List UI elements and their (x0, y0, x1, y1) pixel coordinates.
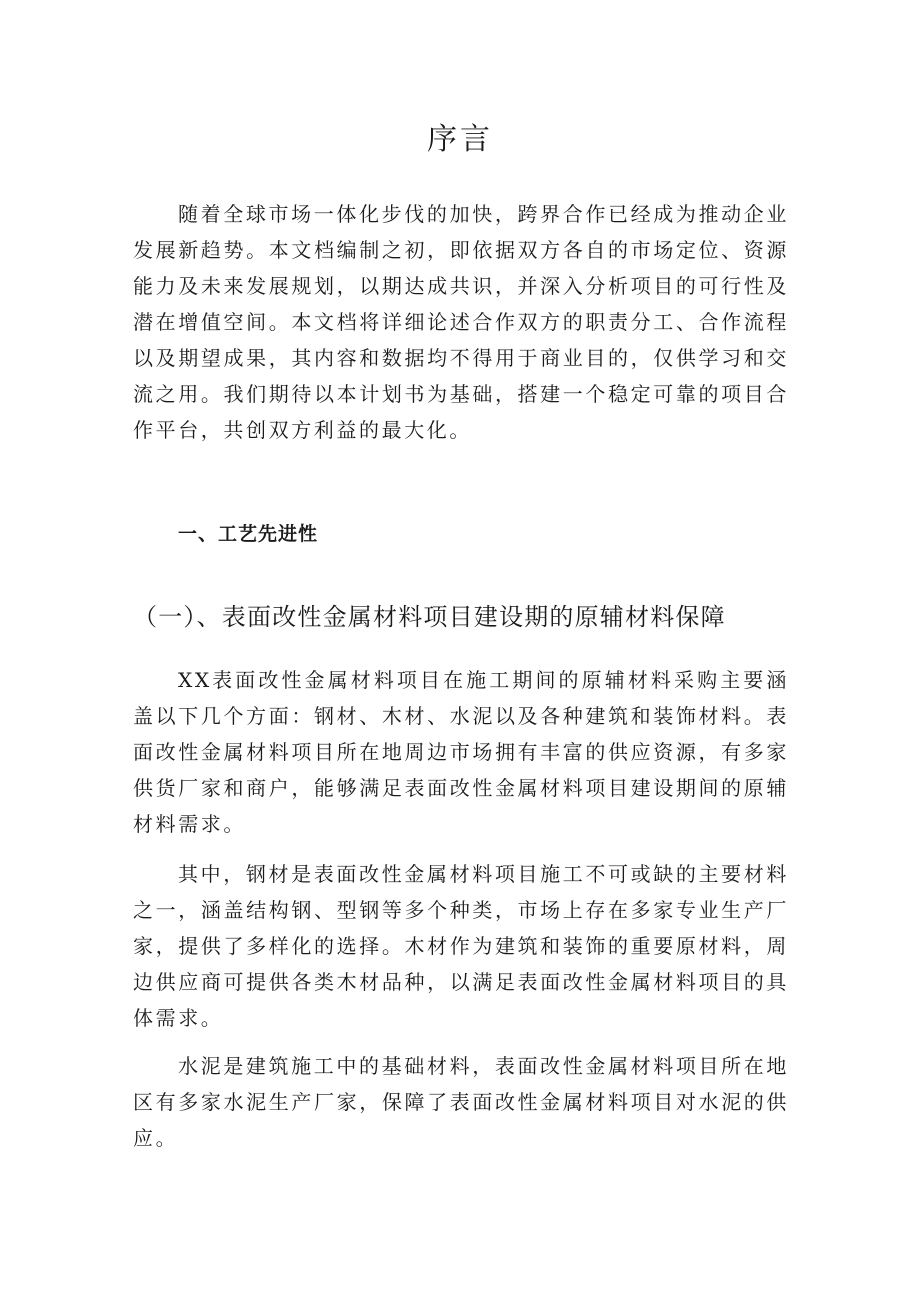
body-paragraph-1: XX表面改性金属材料项目在施工期间的原辅材料采购主要涵盖以下几个方面：钢材、木材、水泥以及各种建筑和装饰材料。表面改性金属材料项目所在地周边市场拥有丰富的供应资源，有多家供货厂家和商户，能够满足表面改性金属材料项目建设期间的原辅材料需求。 (133, 668, 789, 836)
section-heading: 一、工艺先进性 (178, 523, 319, 545)
subsection-heading: （一）、表面改性金属材料项目建设期的原辅材料保障 (133, 603, 726, 631)
body-paragraph-3: 水泥是建筑施工中的基础材料，表面改性金属材料项目所在地区有多家水泥生产厂家，保障了表面改性金属材料项目对水泥的供应。 (133, 1054, 789, 1150)
body-paragraph-2: 其中，钢材是表面改性金属材料项目施工不可或缺的主要材料之一，涵盖结构钢、型钢等多个种类，市场上存在多家专业生产厂家，提供了多样化的选择。木材作为建筑和装饰的重要原材料，周边供应商可提供各类木材品种，以满足表面改性金属材料项目的具体需求。 (133, 862, 789, 1030)
document-title: 序言 (427, 122, 493, 157)
preface-paragraph: 随着全球市场一体化步伐的加快，跨界合作已经成为推动企业发展新趋势。本文档编制之初，即依据双方各自的市场定位、资源能力及未来发展规划，以期达成共识，并深入分析项目的可行性及潜在增值空间。本文档将详细论述合作双方的职责分工、合作流程以及期望成果，其内容和数据均不得用于商业目的，仅供学习和交流之用。我们期待以本计划书为基础，搭建一个稳定可靠的项目合作平台，共创双方利益的最大化。 (133, 202, 789, 442)
